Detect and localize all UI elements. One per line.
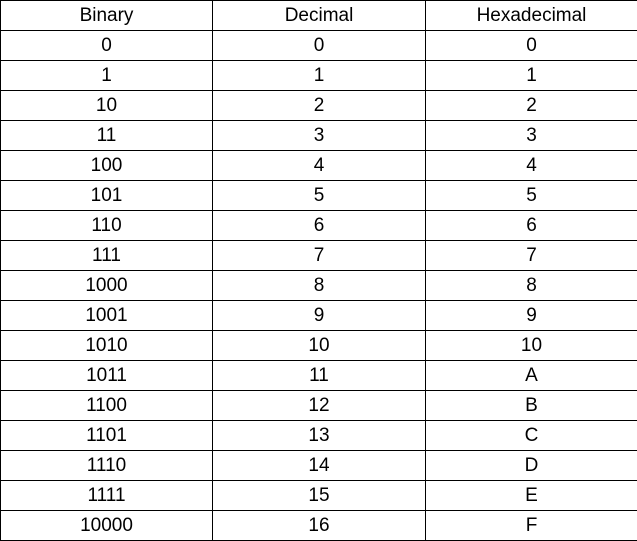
decimal-cell: 8 bbox=[213, 271, 426, 301]
decimal-cell: 5 bbox=[213, 181, 426, 211]
hexadecimal-cell: A bbox=[426, 361, 637, 391]
binary-cell: 1 bbox=[1, 61, 213, 91]
table-row bbox=[1, 331, 637, 361]
binary-cell: 1110 bbox=[1, 451, 213, 481]
table-row bbox=[1, 211, 637, 241]
table-row bbox=[1, 181, 637, 211]
binary-cell: 1100 bbox=[1, 391, 213, 421]
table-header bbox=[1, 1, 637, 31]
binary-cell: 11 bbox=[1, 121, 213, 151]
decimal-cell: 3 bbox=[213, 121, 426, 151]
table-row bbox=[1, 91, 637, 121]
binary-cell: 10 bbox=[1, 91, 213, 121]
table-row bbox=[1, 481, 637, 511]
binary-cell: 0 bbox=[1, 31, 213, 61]
table-row bbox=[1, 31, 637, 61]
binary-cell: 1010 bbox=[1, 331, 213, 361]
binary-cell: 10000 bbox=[1, 511, 213, 541]
decimal-cell: 2 bbox=[213, 91, 426, 121]
hexadecimal-cell: E bbox=[426, 481, 637, 511]
header-row bbox=[1, 1, 637, 31]
binary-cell: 1011 bbox=[1, 361, 213, 391]
binary-cell: 101 bbox=[1, 181, 213, 211]
hexadecimal-cell: 4 bbox=[426, 151, 637, 181]
binary-cell: 110 bbox=[1, 211, 213, 241]
decimal-cell: 6 bbox=[213, 211, 426, 241]
decimal-cell: 13 bbox=[213, 421, 426, 451]
binary-cell: 1001 bbox=[1, 301, 213, 331]
binary-cell: 1111 bbox=[1, 481, 213, 511]
binary-cell: 111 bbox=[1, 241, 213, 271]
hexadecimal-cell: 2 bbox=[426, 91, 637, 121]
hexadecimal-cell: 0 bbox=[426, 31, 637, 61]
decimal-cell: 11 bbox=[213, 361, 426, 391]
table-row bbox=[1, 421, 637, 451]
hexadecimal-cell: C bbox=[426, 421, 637, 451]
decimal-cell: 15 bbox=[213, 481, 426, 511]
table-row bbox=[1, 511, 637, 541]
hexadecimal-cell: 1 bbox=[426, 61, 637, 91]
table-row bbox=[1, 241, 637, 271]
decimal-cell: 12 bbox=[213, 391, 426, 421]
decimal-cell: 10 bbox=[213, 331, 426, 361]
hexadecimal-cell: B bbox=[426, 391, 637, 421]
hexadecimal-cell: 7 bbox=[426, 241, 637, 271]
hexadecimal-cell: 6 bbox=[426, 211, 637, 241]
binary-cell: 1101 bbox=[1, 421, 213, 451]
hexadecimal-cell: D bbox=[426, 451, 637, 481]
decimal-cell: 4 bbox=[213, 151, 426, 181]
table-row bbox=[1, 361, 637, 391]
hexadecimal-cell: 8 bbox=[426, 271, 637, 301]
table-body bbox=[1, 31, 637, 541]
header-decimal: Decimal bbox=[213, 1, 426, 31]
hexadecimal-cell: 10 bbox=[426, 331, 637, 361]
decimal-cell: 7 bbox=[213, 241, 426, 271]
decimal-cell: 9 bbox=[213, 301, 426, 331]
table-row bbox=[1, 301, 637, 331]
binary-cell: 1000 bbox=[1, 271, 213, 301]
binary-cell: 100 bbox=[1, 151, 213, 181]
table-row bbox=[1, 271, 637, 301]
table-row bbox=[1, 121, 637, 151]
hexadecimal-cell: 5 bbox=[426, 181, 637, 211]
hexadecimal-cell: F bbox=[426, 511, 637, 541]
table-row bbox=[1, 391, 637, 421]
decimal-cell: 0 bbox=[213, 31, 426, 61]
decimal-cell: 1 bbox=[213, 61, 426, 91]
header-binary: Binary bbox=[1, 1, 213, 31]
hexadecimal-cell: 9 bbox=[426, 301, 637, 331]
table-row bbox=[1, 451, 637, 481]
table-row bbox=[1, 61, 637, 91]
decimal-cell: 16 bbox=[213, 511, 426, 541]
hexadecimal-cell: 3 bbox=[426, 121, 637, 151]
decimal-cell: 14 bbox=[213, 451, 426, 481]
header-hexadecimal: Hexadecimal bbox=[426, 1, 637, 31]
table-row bbox=[1, 151, 637, 181]
